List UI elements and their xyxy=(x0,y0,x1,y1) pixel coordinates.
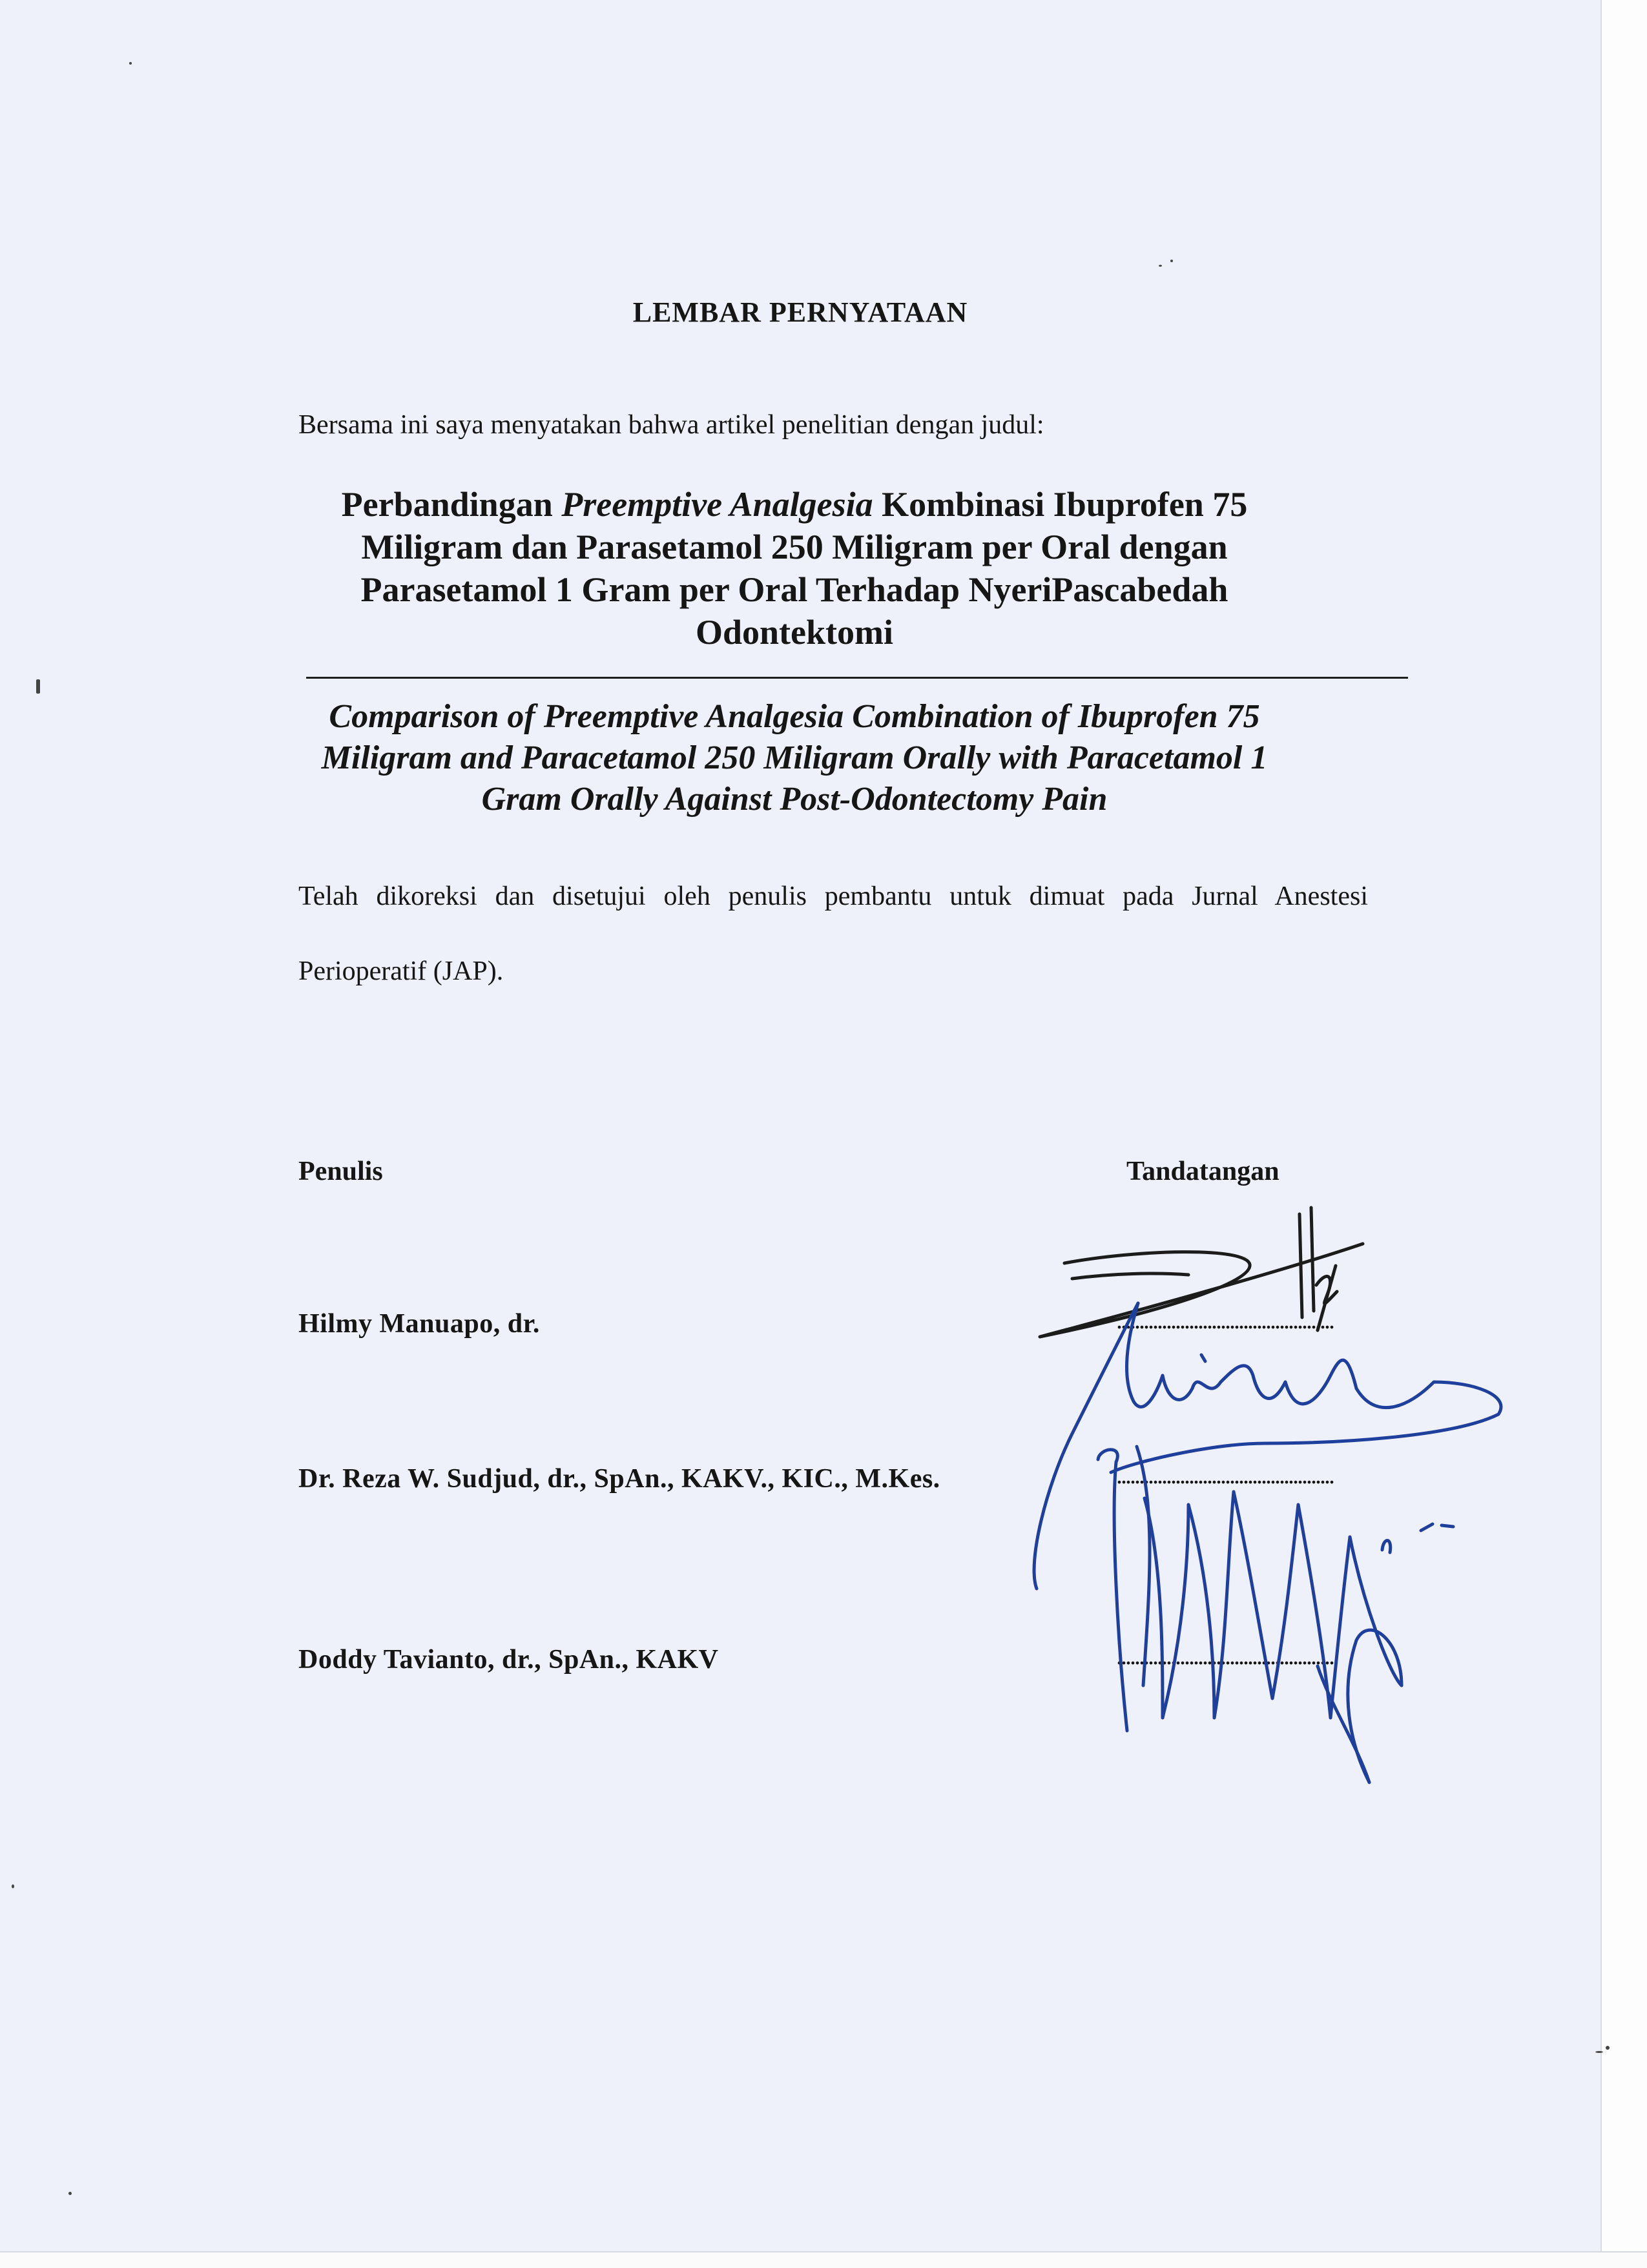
title-id-part2: Kombinasi Ibuprofen 75 Miligram dan Parasetamol 250 Miligram per Oral dengan Parasetamol 1 Gram per Oral Terhadap NyeriPascabedah Odontektomi xyxy=(360,485,1248,652)
approval-statement: Telah dikoreksi dan disetujui oleh penulis pembantu untuk dimuat pada Jurnal Anestesi Perioperatif (JAP). xyxy=(298,881,1368,986)
signature-1 xyxy=(1040,1208,1363,1337)
author-name-2: Dr. Reza W. Sudjud, dr., SpAn., KAKV., KIC., M.Kes. xyxy=(298,1464,940,1494)
signature-2 xyxy=(1034,1303,1501,1782)
signature-column-heading: Tandatangan xyxy=(1126,1157,1279,1186)
signature-line-1: ................................................ xyxy=(1116,1305,1333,1334)
intro-statement: Bersama ini saya menyatakan bahwa artikel penelitian dengan judul: xyxy=(298,410,1044,440)
document-heading: LEMBAR PERNYATAAN xyxy=(632,296,968,328)
author-column-heading: Penulis xyxy=(298,1157,383,1186)
title-id-italic: Preemptive Analgesia xyxy=(561,485,873,524)
author-name-1: Hilmy Manuapo, dr. xyxy=(298,1309,540,1339)
article-title-english: Comparison of Preemptive Analgesia Combination of Ibuprofen 75 Miligram and Paracetamol 250 Miligram Orally with Paracetamol 1 Gram Orally Against Post-Odontectomy Pain xyxy=(321,698,1268,818)
author-name-3: Doddy Tavianto, dr., SpAn., KAKV xyxy=(298,1645,719,1675)
signature-line-3: ................................................ xyxy=(1116,1641,1333,1670)
signature-line-2: ................................................ xyxy=(1116,1460,1333,1489)
title-id-part1: Perbandingan xyxy=(341,485,562,524)
